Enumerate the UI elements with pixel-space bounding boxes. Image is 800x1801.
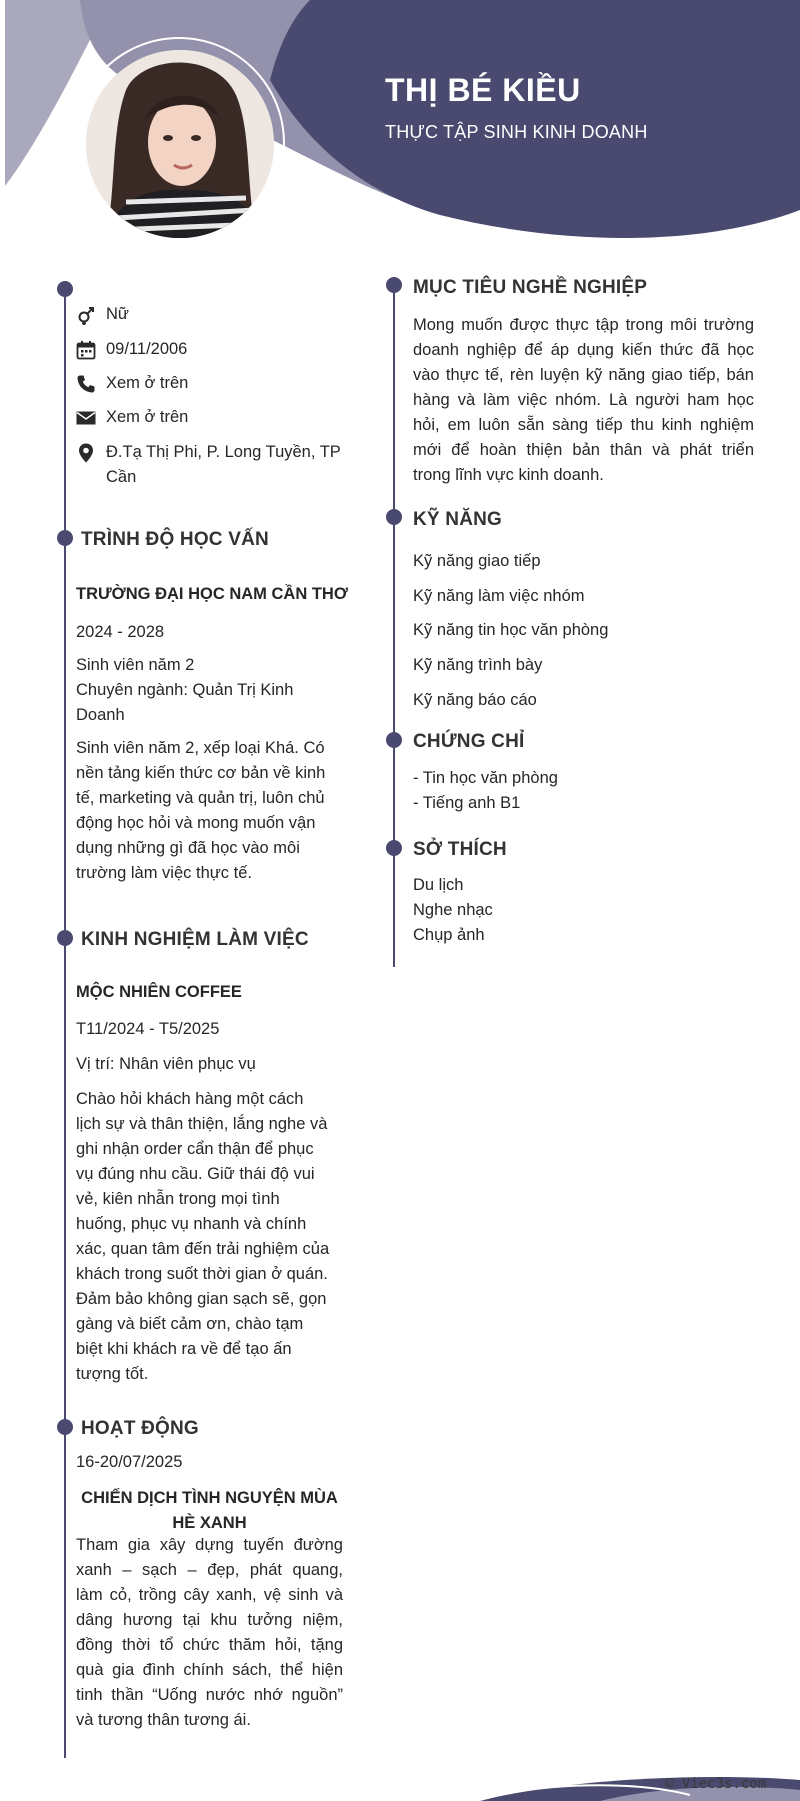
experience-desc-10: gàng và biết cảm ơn, chào tạm: [76, 1315, 304, 1333]
education-desc-6: trường làm việc thực tế.: [76, 864, 252, 882]
activities-desc-1: Tham gia xây dựng tuyến đường: [76, 1536, 343, 1554]
activities-desc-7: tinh thần “Uống nước nhớ nguồn”: [76, 1686, 343, 1704]
activities-desc-6: quà gia đình chính sách, thể hiện: [76, 1661, 343, 1679]
activities-event-2: HÈ XANH: [172, 1514, 247, 1532]
timeline-dot: [57, 1419, 73, 1435]
address-line-1: Đ.Tạ Thị Phi, P. Long Tuyền, TP: [106, 443, 341, 461]
education-desc-4: động học hỏi và mong muốn vận: [76, 814, 316, 832]
timeline-dot: [386, 509, 402, 525]
skill-item: Kỹ năng làm việc nhóm: [413, 587, 585, 605]
education-line-1: Sinh viên năm 2: [76, 656, 195, 674]
skill-item: Kỹ năng trình bày: [413, 656, 543, 674]
experience-desc-12: tượng tốt.: [76, 1365, 149, 1383]
timeline-dot: [57, 281, 73, 297]
email-text: Xem ở trên: [106, 408, 189, 426]
timeline-dot: [57, 930, 73, 946]
objective-line-7: trong lĩnh vực kinh doanh.: [413, 466, 604, 484]
objective-line-1: Mong muốn được thực tập trong môi trường: [413, 316, 754, 334]
education-line-3: Doanh: [76, 706, 125, 724]
activities-date: 16-20/07/2025: [76, 1453, 183, 1471]
certificate-item: - Tiếng anh B1: [413, 794, 521, 812]
left-timeline: [64, 282, 66, 1758]
activities-event-1: CHIẾN DỊCH TÌNH NGUYỆN MÙA: [81, 1489, 338, 1507]
right-timeline: [393, 286, 395, 967]
birthday-text: 09/11/2006: [106, 340, 188, 358]
education-period: 2024 - 2028: [76, 623, 165, 641]
experience-desc-1: Chào hỏi khách hàng một cách: [76, 1090, 304, 1108]
phone-text: Xem ở trên: [106, 374, 189, 392]
experience-desc-7: xác, quan tâm đến trải nghiệm của: [76, 1240, 330, 1258]
activities-desc-4: dâng hương tại khu tưởng niệm,: [76, 1611, 343, 1629]
timeline-dot: [386, 840, 402, 856]
objective-line-2: doanh nghiệp để áp dụng kiến thức đã học: [413, 341, 754, 359]
objective-line-4: hàng và làm việc nhóm. Là người ham học: [413, 391, 754, 409]
experience-desc-8: khách trong suốt thời gian ở quán.: [76, 1265, 328, 1283]
experience-company: MỘC NHIÊN COFFEE: [76, 983, 242, 1001]
calendar-icon: [76, 340, 96, 360]
certificates-title: CHỨNG CHỈ: [413, 731, 525, 752]
hobby-item: Du lịch: [413, 876, 464, 894]
address-line-2: Cần: [106, 468, 137, 486]
experience-desc-2: lịch sự và thân thiện, lắng nghe và: [76, 1115, 328, 1133]
activities-title: HOẠT ĐỘNG: [81, 1418, 199, 1439]
activities-desc-8: và tương thân tương ái.: [76, 1711, 251, 1729]
skills-title: KỸ NĂNG: [413, 509, 503, 530]
education-desc-3: tế, marketing và quản trị, luôn chủ: [76, 789, 325, 807]
education-title: TRÌNH ĐỘ HỌC VẤN: [81, 529, 269, 550]
phone-icon: [76, 374, 96, 394]
avatar: [86, 50, 274, 238]
gender-icon: [76, 305, 96, 325]
objective-title: MỤC TIÊU NGHỀ NGHIỆP: [413, 277, 648, 298]
activities-desc-2: xanh – sạch – đẹp, phát quang,: [76, 1561, 343, 1579]
activities-desc-3: làm cỏ, trồng cây xanh, vệ sinh và: [76, 1586, 343, 1604]
skill-item: Kỹ năng báo cáo: [413, 691, 537, 709]
certificate-item: - Tin học văn phòng: [413, 769, 558, 787]
gender-text: Nữ: [106, 305, 129, 323]
experience-desc-5: vẻ, kiên nhẫn trong mọi tình: [76, 1190, 280, 1208]
experience-desc-4: vụ đúng nhu cầu. Giữ thái độ vui: [76, 1165, 315, 1183]
objective-line-5: hỏi, em luôn sẵn sàng tiếp thu kinh nghiệm: [413, 416, 754, 434]
education-line-2: Chuyên ngành: Quản Trị Kinh: [76, 681, 294, 699]
experience-desc-6: huống, phục vụ nhanh và chính: [76, 1215, 307, 1233]
experience-desc-3: ghi nhận order cẩn thận để phục: [76, 1140, 314, 1158]
education-school: TRƯỜNG ĐẠI HỌC NAM CẦN THƠ: [76, 585, 348, 603]
candidate-name: THỊ BÉ KIỀU: [385, 72, 581, 108]
watermark: © Viec3s.com: [665, 1776, 767, 1792]
education-desc-2: nền tảng kiến thức cơ bản về kinh: [76, 764, 326, 782]
hobby-item: Chụp ảnh: [413, 926, 485, 944]
timeline-dot: [57, 530, 73, 546]
skill-item: Kỹ năng giao tiếp: [413, 552, 541, 570]
timeline-dot: [386, 277, 402, 293]
hobbies-title: SỞ THÍCH: [413, 839, 507, 860]
profile-photo: [86, 50, 274, 238]
experience-title: KINH NGHIỆM LÀM VIỆC: [81, 929, 309, 950]
timeline-dot: [386, 732, 402, 748]
candidate-position: THỰC TẬP SINH KINH DOANH: [385, 122, 648, 142]
experience-period: T11/2024 - T5/2025: [76, 1020, 220, 1038]
skill-item: Kỹ năng tin học văn phòng: [413, 621, 609, 639]
hobby-item: Nghe nhạc: [413, 901, 493, 919]
education-desc-1: Sinh viên năm 2, xếp loại Khá. Có: [76, 739, 325, 757]
objective-line-3: vào thực tế, rèn luyện kỹ năng giao tiếp, bán: [413, 366, 754, 384]
location-pin-icon: [76, 443, 96, 463]
activities-desc-5: đồng thời tổ chức thăm hỏi, tặng: [76, 1636, 343, 1654]
experience-role: Vị trí: Nhân viên phục vụ: [76, 1055, 256, 1073]
experience-desc-9: Đảm bảo không gian sạch sẽ, gọn: [76, 1290, 327, 1308]
experience-desc-11: biệt khi khách ra về để tạo ấn: [76, 1340, 292, 1358]
mail-icon: [76, 408, 96, 428]
education-desc-5: dụng những gì đã học vào môi: [76, 839, 300, 857]
objective-line-6: mới để hoàn thiện bản thân và phát triển: [413, 441, 754, 459]
